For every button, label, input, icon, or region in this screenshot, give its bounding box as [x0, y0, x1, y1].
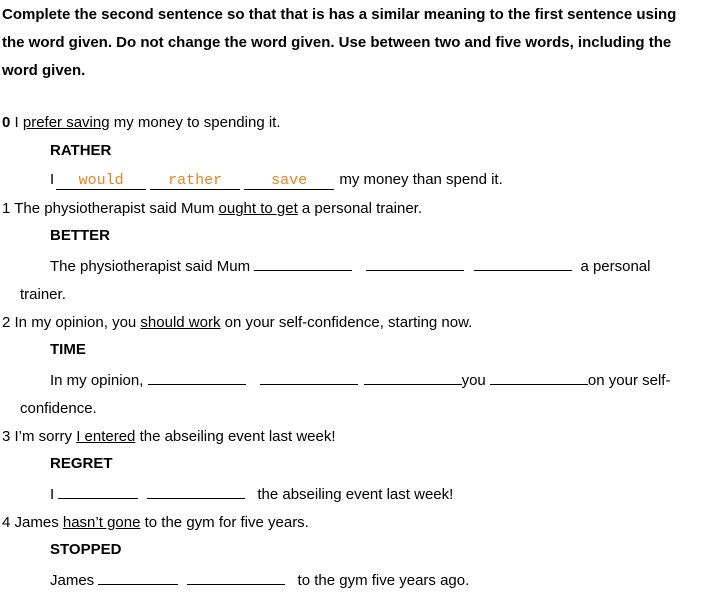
answer-blank-2[interactable]: [147, 484, 245, 499]
item-number: 1: [2, 200, 11, 217]
sentence-text: I: [14, 114, 23, 131]
item-2-answer-line: [50, 370, 670, 390]
item-number: 0: [2, 114, 11, 131]
item-3-sentence: [2, 428, 336, 446]
answer-blank-2[interactable]: [260, 370, 358, 385]
item-2-sentence: [2, 314, 472, 332]
item-1-answer-line: [50, 256, 651, 276]
sentence-text: In my opinion, you: [14, 314, 141, 331]
underlined-phrase: I entered: [76, 428, 136, 445]
item-0-answer-line: [50, 171, 503, 190]
underlined-phrase: should work: [140, 314, 221, 331]
item-number: 4: [2, 514, 11, 531]
answer-start: I: [50, 171, 55, 188]
sentence-text: on your self-confidence, starting now.: [220, 314, 473, 331]
answer-blank-3[interactable]: [364, 370, 462, 385]
item-0-keyword: RATHER: [50, 142, 112, 159]
item-2-answer-wrap: confidence.: [20, 400, 97, 417]
sentence-text: the abseiling event last week!: [135, 428, 336, 445]
sentence-text: a personal trainer.: [297, 200, 422, 217]
answer-start: I: [50, 486, 55, 503]
underlined-phrase: prefer saving: [22, 114, 110, 131]
answer-end: on your self-: [587, 372, 671, 389]
sentence-text: James: [14, 514, 63, 531]
answer-start: James: [50, 572, 95, 589]
answer-blank-2[interactable]: rather: [150, 173, 240, 190]
answer-start: In my opinion,: [50, 372, 144, 389]
answer-blank-2[interactable]: [187, 570, 285, 585]
item-number: 3: [2, 428, 11, 445]
answer-end: the abseiling event last week!: [257, 486, 454, 503]
answer-blank-4[interactable]: [490, 370, 588, 385]
underlined-phrase: ought to get: [218, 200, 298, 217]
item-3-keyword: REGRET: [50, 455, 113, 472]
item-1-answer-wrap: trainer.: [20, 286, 66, 303]
sentence-text: The physiotherapist said Mum: [14, 200, 219, 217]
answer-end: my money than spend it.: [339, 171, 503, 188]
answer-blank-1[interactable]: [58, 484, 138, 499]
sentence-text: I’m sorry: [14, 428, 77, 445]
answer-blank-3[interactable]: [474, 256, 572, 271]
answer-mid: you: [461, 372, 486, 389]
underlined-phrase: hasn’t gone: [62, 514, 141, 531]
item-2-keyword: TIME: [50, 341, 86, 358]
sentence-text: my money to spending it.: [109, 114, 281, 131]
instructions: Complete the second sentence so that that is has a similar meaning to the first sentence using the word given. Do not change the word given. Use between two and five words, including the word given.: [2, 6, 677, 79]
item-3-answer-line: [50, 484, 453, 504]
answer-blank-1[interactable]: [98, 570, 178, 585]
item-number: 2: [2, 314, 11, 331]
answer-blank-1[interactable]: [254, 256, 352, 271]
item-0-sentence: [2, 114, 281, 132]
item-4-keyword: STOPPED: [50, 541, 122, 558]
answer-blank-3[interactable]: save: [244, 173, 334, 190]
answer-end: a personal: [580, 258, 651, 275]
answer-end: to the gym five years ago.: [297, 572, 470, 589]
answer-start: The physiotherapist said Mum: [50, 258, 251, 275]
answer-blank-1[interactable]: would: [56, 173, 146, 190]
item-1-keyword: BETTER: [50, 227, 110, 244]
answer-blank-1[interactable]: [148, 370, 246, 385]
answer-blank-2[interactable]: [366, 256, 464, 271]
item-1-sentence: [2, 200, 422, 218]
sentence-text: to the gym for five years.: [140, 514, 309, 531]
item-4-answer-line: [50, 570, 469, 590]
item-4-sentence: [2, 514, 309, 532]
